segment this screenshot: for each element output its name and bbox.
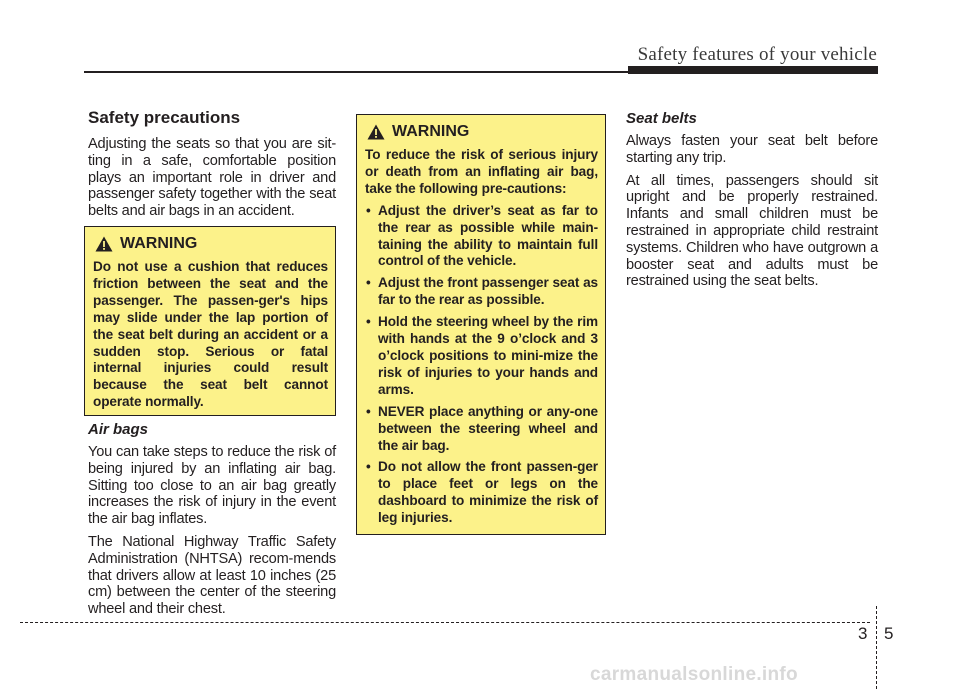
header-rule xyxy=(84,71,634,73)
bullet-icon: • xyxy=(366,275,371,291)
left-column xyxy=(88,108,336,226)
footer-divider xyxy=(876,606,877,689)
section-title: Safety precautions xyxy=(88,108,241,127)
warning-triangle-icon xyxy=(367,124,385,140)
right-column xyxy=(626,110,878,296)
warning-title: WARNING xyxy=(120,235,198,252)
bullet-icon: • xyxy=(366,202,371,218)
bullet-icon: • xyxy=(366,403,371,419)
warning-intro: To reduce the risk of serious injury or death from an inflating air bag, take the following pre-cautions: xyxy=(365,147,598,196)
list-item: • Hold the steering wheel by the rim with hands at the 9 o’clock and 3 o’clock positions to mini-mize the risk of injuries to your hands and arms. xyxy=(366,314,598,397)
warning-text: Do not use a cushion that reduces friction between the seat and the passenger. The passen-ger's hips may slide under the lap portion of the seat belt during an accident or a sudden stop. Serious or fatal internal injuries could result because the seat belt cannot operate normally. xyxy=(93,259,328,410)
airbags-paragraph-2: The National Highway Traffic Safety Administration (NHTSA) recom-mends that drivers allow at least 10 inches (25 cm) between the center of the steering wheel and their chest. xyxy=(88,533,336,618)
bullet-icon: • xyxy=(366,459,371,475)
warning-box-cushion xyxy=(84,226,336,416)
seatbelts-paragraph-2: At all times, passengers should sit upright and be properly restrained. Infants and small children must be restrained in appropriate child restraint systems. Children who have outgrown a booster seat and adults must be restrained using the seat belts. xyxy=(626,172,878,290)
intro-paragraph: Adjusting the seats so that you are sit-ting in a safe, comfortable position plays an important role in driver and passenger safety together with the seat belts and air bags in an accident. xyxy=(88,136,336,220)
bullet-icon: • xyxy=(366,314,371,330)
watermark: carmanualsonline.info xyxy=(590,664,798,685)
page-number: 5 xyxy=(884,624,894,643)
footer-rule xyxy=(20,622,870,623)
list-item: • NEVER place anything or any-one between the steering wheel and the air bag. xyxy=(366,403,598,453)
airbags-section xyxy=(88,421,336,624)
list-item: • Adjust the front passenger seat as far to the rear as possible. xyxy=(366,275,598,308)
seatbelts-paragraph-1: Always fasten your seat belt before starting any trip. xyxy=(626,133,878,166)
warning-box-airbag xyxy=(356,114,606,535)
warning-triangle-icon xyxy=(95,236,113,252)
list-item: • Adjust the driver’s seat as far to the rear as possible while main-taining the ability to maintain full control of the vehicle. xyxy=(366,202,598,269)
chapter-number: 3 xyxy=(858,624,868,643)
list-item: • Do not allow the front passen-ger to place feet or legs on the dashboard to minimize the risk of leg injuries. xyxy=(366,459,598,526)
airbags-title: Air bags xyxy=(88,421,149,438)
seatbelts-title: Seat belts xyxy=(626,110,697,127)
warning-header xyxy=(95,235,328,253)
warning-title: WARNING xyxy=(392,123,470,140)
warning-header xyxy=(367,123,598,141)
header-rule-bar xyxy=(628,66,878,74)
warning-list xyxy=(365,203,598,527)
airbags-paragraph-1: You can take steps to reduce the risk of being injured by an inflating air bag. Sitting too close to an air bag greatly increases the risk of injury in the event the air bag inflates. xyxy=(88,444,336,528)
page-header-title: Safety features of your vehicle xyxy=(637,44,877,65)
